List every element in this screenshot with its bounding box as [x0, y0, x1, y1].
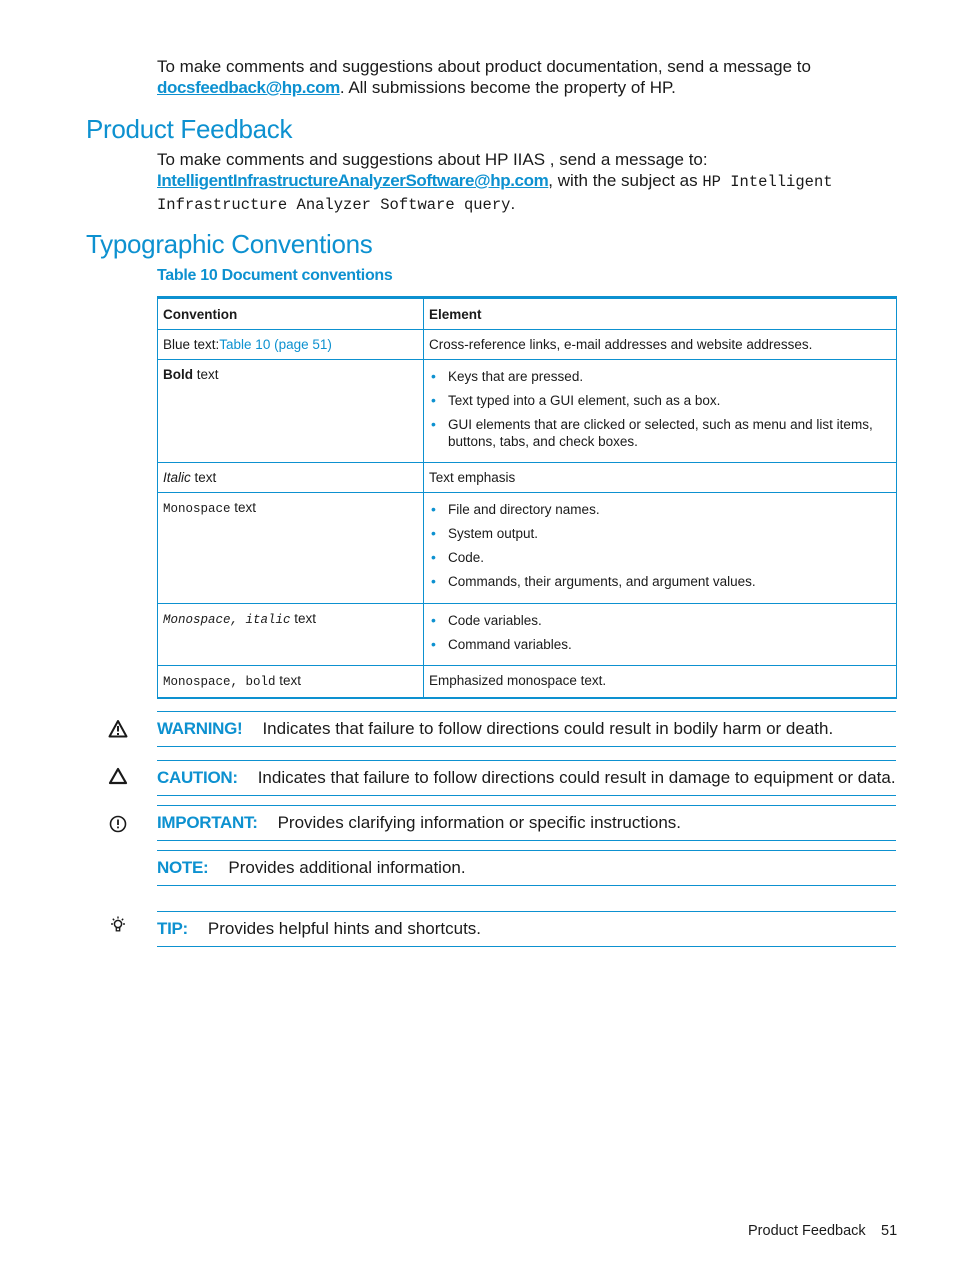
- bullet-icon: •: [431, 612, 436, 628]
- convention-suffix: text: [230, 500, 257, 515]
- convention-suffix: text: [190, 470, 217, 485]
- convention-cell: [158, 360, 424, 463]
- header-element: Element: [424, 298, 897, 330]
- element-list: [429, 368, 891, 450]
- docsfeedback-email-link[interactable]: docsfeedback@hp.com: [157, 78, 340, 97]
- table-header-row: [158, 298, 897, 330]
- convention-blue-prefix: Blue text:: [163, 337, 220, 352]
- element-cell: Emphasized monospace text.: [424, 666, 897, 699]
- table-row: [158, 463, 897, 493]
- convention-bold-sample: Bold: [163, 367, 193, 382]
- bullet-icon: •: [431, 549, 436, 565]
- element-cell: Text emphasis: [424, 463, 897, 493]
- product-feedback-paragraph: [157, 149, 897, 216]
- list-item: • Code variables.: [431, 612, 542, 628]
- exclamation-circle-icon: [108, 814, 128, 834]
- table-row: [158, 666, 897, 699]
- page-number: 51: [881, 1223, 898, 1239]
- bullet-icon: •: [431, 416, 436, 432]
- convention-cell: [158, 666, 424, 699]
- list-item: • Keys that are pressed.: [431, 368, 584, 384]
- convention-suffix: text: [193, 367, 219, 382]
- document-conventions-table: [157, 296, 897, 699]
- convention-cell: [158, 330, 424, 360]
- product-feedback-text: To make comments and suggestions about HP IIAS , send a message to:: [157, 150, 708, 169]
- convention-cell: [158, 604, 424, 666]
- caution-text: Indicates that failure to follow directions could result in damage to equipment or data.: [257, 768, 896, 787]
- intro-paragraph: [157, 56, 897, 98]
- note-label: NOTE:: [157, 858, 209, 877]
- list-item: • Code.: [431, 549, 485, 565]
- convention-italic-sample: Italic: [163, 470, 191, 485]
- element-list: [429, 501, 891, 590]
- list-item: • Text typed into a GUI element, such as a box.: [431, 392, 721, 408]
- table-row: [158, 330, 897, 360]
- convention-cell: [158, 493, 424, 604]
- bullet-icon: •: [431, 392, 436, 408]
- table-row: [158, 360, 897, 463]
- table-caption: Table 10 Document conventions: [157, 267, 393, 284]
- typographic-conventions-heading: Typographic Conventions: [86, 229, 373, 259]
- element-cell: Cross-reference links, e-mail addresses and website addresses.: [424, 330, 897, 360]
- important-admonition: [157, 805, 896, 841]
- intro-text: To make comments and suggestions about product documentation, send a message to: [157, 57, 811, 76]
- tip-admonition: [157, 911, 896, 947]
- product-feedback-heading: Product Feedback: [86, 114, 293, 144]
- lightbulb-icon: [108, 915, 128, 935]
- tip-label: TIP:: [157, 919, 188, 938]
- convention-mono-sample: Monospace: [163, 502, 231, 516]
- list-item: • GUI elements that are clicked or selected, such as menu and list items, buttons, tabs, and check boxes.: [431, 416, 873, 449]
- footer-section-title: Product Feedback: [748, 1223, 866, 1239]
- convention-suffix: text: [275, 673, 302, 688]
- list-item: • File and directory names.: [431, 501, 600, 517]
- element-cell: [424, 360, 897, 463]
- bullet-icon: •: [431, 573, 436, 589]
- warning-text: Indicates that failure to follow directions could result in bodily harm or death.: [262, 719, 834, 738]
- bullet-icon: •: [431, 368, 436, 384]
- bullet-icon: •: [431, 525, 436, 541]
- list-item: • Commands, their arguments, and argument values.: [431, 573, 756, 589]
- bullet-icon: •: [431, 501, 436, 517]
- element-cell: [424, 604, 897, 666]
- intro-text-end: . All submissions become the property of HP.: [339, 78, 676, 97]
- table-row: [158, 604, 897, 666]
- note-admonition: [157, 850, 896, 886]
- header-convention: Convention: [158, 298, 424, 330]
- subject-line-1: HP Intelligent: [702, 173, 833, 191]
- cross-reference-link[interactable]: Table 10 (page 51): [219, 337, 332, 352]
- list-item: • Command variables.: [431, 636, 572, 652]
- warning-label: WARNING!: [157, 719, 243, 738]
- warning-admonition: [157, 711, 896, 747]
- subject-intro: , with the subject as: [548, 171, 703, 190]
- caution-label: CAUTION:: [157, 768, 238, 787]
- caution-triangle-icon: [108, 766, 128, 786]
- tip-text: Provides helpful hints and shortcuts.: [207, 919, 482, 938]
- convention-suffix: text: [290, 611, 317, 626]
- iias-email-link[interactable]: IntelligentInfrastructureAnalyzerSoftware@hp.com: [157, 171, 549, 190]
- convention-mono-bold-sample: Monospace, bold: [163, 675, 276, 689]
- caution-admonition: [157, 760, 896, 796]
- note-text: Provides additional information.: [228, 858, 466, 877]
- important-text: Provides clarifying information or specific instructions.: [277, 813, 681, 832]
- convention-cell: [158, 463, 424, 493]
- subject-line-2: Infrastructure Analyzer Software query: [157, 196, 511, 214]
- convention-mono-italic-sample: Monospace, italic: [163, 613, 291, 627]
- warning-triangle-icon: [108, 719, 128, 739]
- list-item: • System output.: [431, 525, 539, 541]
- subject-period: .: [510, 194, 516, 213]
- bullet-icon: •: [431, 636, 436, 652]
- element-cell: [424, 493, 897, 604]
- important-label: IMPORTANT:: [157, 813, 258, 832]
- element-list: [429, 612, 891, 653]
- table-row: [158, 493, 897, 604]
